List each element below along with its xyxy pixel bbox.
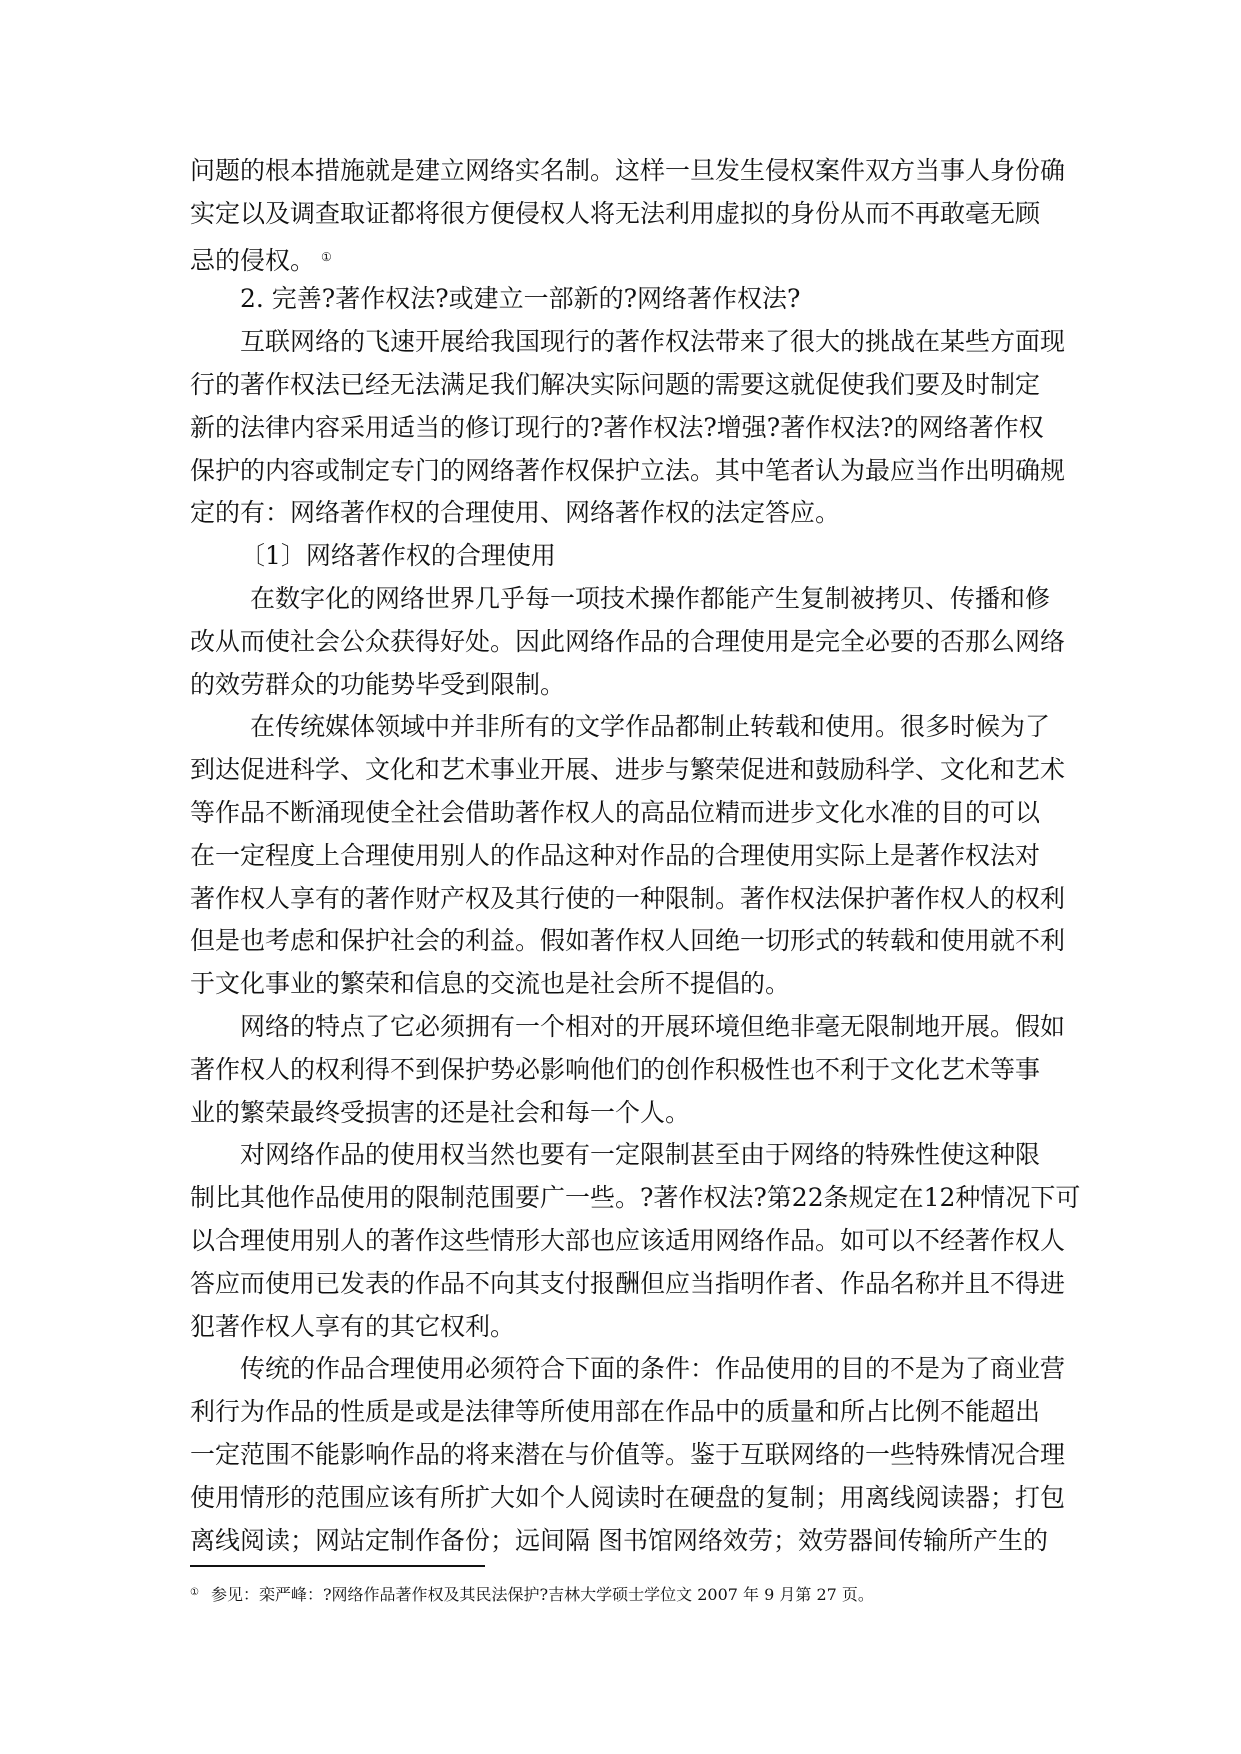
text-line-content: 以合理使用别人的著作这些情形大部也应该适用网络作品。如可以不经著作权人 xyxy=(190,1225,1066,1255)
text-line-content: 等作品不断涌现使全社会借助著作权人的高品位精而进步文化水准的目的可以 xyxy=(190,797,1041,827)
footnote-divider xyxy=(190,1565,485,1567)
text-line-content: 著作权人享有的著作财产权及其行使的一种限制。著作权法保护著作权人的权利 xyxy=(190,883,1066,913)
text-line-content: 对网络作品的使用权当然也要有一定限制甚至由于网络的特殊性使这种限 xyxy=(240,1140,1041,1170)
text-line-content: 网络的特点了它必须拥有一个相对的开展环境但绝非毫无限制地开展。假如 xyxy=(240,1011,1066,1041)
text-line xyxy=(190,1006,1066,1049)
text-line-content: 改从而使社会公众获得好处。因此网络作品的合理使用是完全必要的否那么网络 xyxy=(190,626,1066,656)
text-line xyxy=(190,236,1050,279)
body-text xyxy=(190,150,1081,1562)
text-line xyxy=(190,706,1050,749)
text-line-content: 实定以及调查取证都将很方便侵权人将无法利用虚拟的身份从而不再敢毫无顾 xyxy=(190,198,1041,228)
text-line-content: 离线阅读；网站定制作备份；远间隔 图书馆网络效劳；效劳器间传输所产生的 xyxy=(190,1525,1048,1555)
text-line-content: 新的法律内容采用适当的修订现行的?著作权法?增强?著作权法?的网络著作权 xyxy=(190,412,1044,442)
text-line-content: 犯著作权人享有的其它权利。 xyxy=(190,1311,516,1341)
text-line-content: 著作权人的权利得不到保护势必影响他们的创作积极性也不利于文化艺术等事 xyxy=(190,1054,1041,1084)
text-line xyxy=(190,664,1050,707)
text-line-content: 传统的作品合理使用必须符合下面的条件：作品使用的目的不是为了商业营 xyxy=(240,1354,1066,1384)
text-line xyxy=(190,1348,1066,1391)
text-line xyxy=(190,150,1066,193)
text-line xyxy=(190,1220,1066,1263)
text-line xyxy=(190,364,1050,407)
text-line xyxy=(190,621,1066,664)
text-line xyxy=(190,1177,1081,1220)
text-line-content: 在传统媒体领域中并非所有的文学作品都制止转载和使用。很多时候为了 xyxy=(250,712,1051,742)
text-line xyxy=(190,749,1066,792)
text-line-content: 使用情形的范围应该有所扩大如个人阅读时在硬盘的复制；用离线阅读器；打包 xyxy=(190,1482,1066,1512)
text-line xyxy=(190,407,1050,450)
text-line-content: 制比其他作品使用的限制范围要广一些。?著作权法?第22条规定在12种情况下可 xyxy=(190,1183,1081,1213)
text-line-content: 忌的侵权。 xyxy=(190,245,316,275)
text-line xyxy=(190,450,1066,493)
text-line xyxy=(190,963,1050,1006)
text-line xyxy=(190,1434,1066,1477)
text-line-content: 行的著作权法已经无法满足我们解决实际问题的需要这就促使我们要及时制定 xyxy=(190,369,1041,399)
text-line xyxy=(190,535,1050,578)
text-line xyxy=(190,835,1050,878)
footnote-ref[interactable]: ① xyxy=(321,249,332,264)
text-line xyxy=(190,321,1066,364)
text-line-content: 互联网络的飞速开展给我国现行的著作权法带来了很大的挑战在某些方面现 xyxy=(240,327,1066,357)
text-line-content: 2. 完善?著作权法?或建立一部新的?网络著作权法? xyxy=(240,284,801,314)
text-line xyxy=(190,492,1050,535)
text-line xyxy=(190,1306,1050,1349)
text-line-content: 在数字化的网络世界几乎每一项技术操作都能产生复制被拷贝、传播和修 xyxy=(250,583,1051,613)
text-line-content: 业的繁荣最终受损害的还是社会和每一个人。 xyxy=(190,1097,691,1127)
text-line-content: 答应而使用已发表的作品不向其支付报酬但应当指明作者、作品名称并且不得进 xyxy=(190,1268,1066,1298)
text-line xyxy=(190,878,1066,921)
text-line xyxy=(190,1391,1050,1434)
text-line xyxy=(190,1477,1066,1520)
text-line-content: 到达促进科学、文化和艺术事业开展、进步与繁荣促进和鼓励科学、文化和艺术 xyxy=(190,755,1066,785)
footnote-text: 参见：栾严峰：?网络作品著作权及其民法保护?吉林大学硕士学位文 2007 年 9 月第 27 页。 xyxy=(210,1585,874,1604)
text-line-content: 利行为作品的性质是或是法律等所使用部在作品中的质量和所占比例不能超出 xyxy=(190,1397,1041,1427)
text-line xyxy=(190,1520,1050,1563)
footnote xyxy=(190,1582,874,1606)
text-line xyxy=(190,1134,1050,1177)
text-line-content: 保护的内容或制定专门的网络著作权保护立法。其中笔者认为最应当作出明确规 xyxy=(190,455,1066,485)
text-line-content: 于文化事业的繁荣和信息的交流也是社会所不提倡的。 xyxy=(190,969,791,999)
text-line-content: 的效劳群众的功能势毕受到限制。 xyxy=(190,669,566,699)
text-line-content: 但是也考虑和保护社会的利益。假如著作权人回绝一切形式的转载和使用就不利 xyxy=(190,926,1066,956)
text-line xyxy=(190,278,1050,321)
text-line-content: 在一定程度上合理使用别人的作品这种对作品的合理使用实际上是著作权法对 xyxy=(190,840,1041,870)
text-line-content: 定的有：网络著作权的合理使用、网络著作权的法定答应。 xyxy=(190,498,841,528)
text-line xyxy=(190,792,1050,835)
text-line xyxy=(190,193,1050,236)
text-line xyxy=(190,1263,1066,1306)
text-line xyxy=(190,578,1050,621)
footnote-mark: ① xyxy=(190,1587,199,1598)
text-line-content: 〔1〕网络著作权的合理使用 xyxy=(240,541,556,571)
text-line xyxy=(190,1049,1050,1092)
text-line xyxy=(190,1092,1050,1135)
text-line-content: 问题的根本措施就是建立网络实名制。这样一旦发生侵权案件双方当事人身份确 xyxy=(190,156,1066,185)
text-line-content: 一定范围不能影响作品的将来潜在与价值等。鉴于互联网络的一些特殊情况合理 xyxy=(190,1439,1066,1469)
text-line xyxy=(190,920,1066,963)
